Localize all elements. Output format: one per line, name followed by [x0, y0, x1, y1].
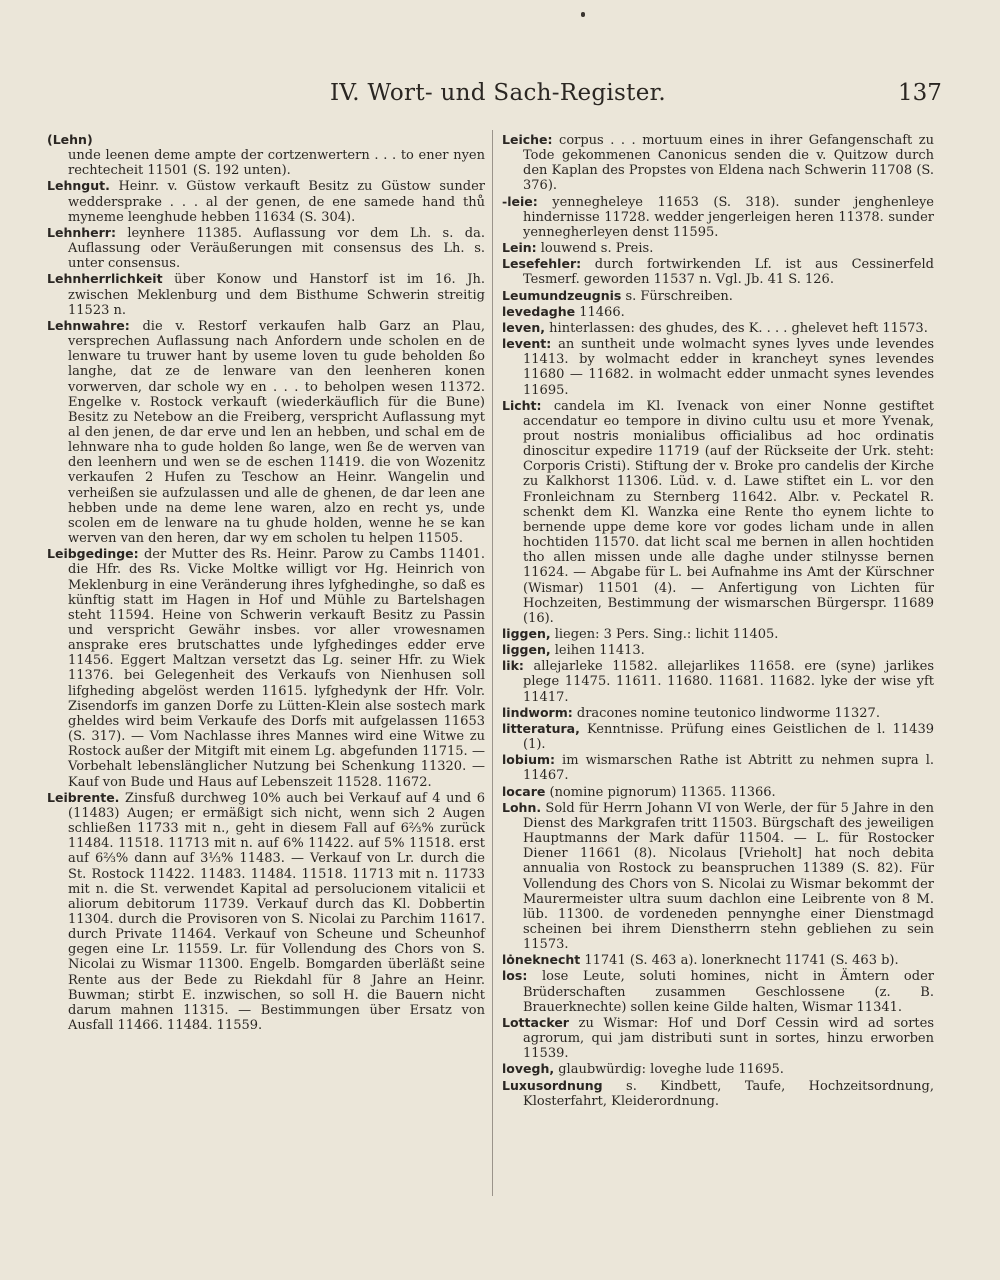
- entry-text: allejarleke 11582. allejarlikes 11658. ere (syne) jarlikes plege 11475. 11611. 11680. 11681. 11682. lyke der wise yft 11417.: [523, 659, 934, 705]
- entry-headword: Luxusordnung: [502, 1077, 603, 1093]
- register-entry: [502, 968, 934, 1014]
- entry-headword: los:: [502, 968, 528, 984]
- entry-headword: Lehnherrlichkeit: [47, 271, 163, 287]
- register-entry: [502, 626, 934, 642]
- register-entry: [502, 642, 934, 658]
- entry-text: durch fortwirkenden Lf. ist aus Cessinerfeld Tesmerf. geworden 11537 n. Vgl. Jb. 41 S. 126.: [523, 257, 934, 288]
- entry-headword: Lottacker: [502, 1014, 569, 1030]
- register-entry: [502, 336, 934, 398]
- register-entry: [502, 658, 934, 704]
- entry-headword: levedaghe: [502, 303, 576, 319]
- entry-headword: -leie:: [502, 193, 538, 209]
- entry-text: yennegheleye 11653 (S. 318). sunder jenghenleye hindernisse 11728. wedder jengerleigen heren 11378. sunder yennegherleyen denst 11595.: [523, 194, 934, 240]
- entry-headword: Lehnwahre:: [47, 317, 130, 333]
- entry-headword: leven,: [502, 319, 546, 335]
- entry-text: candela im Kl. Ivenack von einer Nonne gestiftet accendatur eo tempore in divino cultu usu et more Yvenak, prout nostris monialibus officialibus ad hoc ordinatis dinoscitur expedire 11719 (auf der Rückseite der Urk. steht: Corporis Cristi). Stiftung der v. Broke pro candelis der Kirche zu Kalkhorst 11306. Lüd. v. d. Lawe stiftet ein L. vor den Fronleichnam zu Sternberg 11642. Albr. v. Peckatel R. schenkt dem Kl. Wanzka eine Rente tho eynem lichte to bernende uppe deme kore vor godes licham unde in allen hochtiden 11570. dat licht scal me bernen in allen hochtiden tho allen missen unde alle daghe under stilnysse bernen 11624. — Abgabe für L. bei Aufnahme ins Amt der Kürschner (Wismar) 11501 (4). — Anfertigung von Lichten für Hochzeiten, Bestimmung der wismarschen Bürgerspr. 11689 (16).: [523, 398, 934, 626]
- entry-text: Sold für Herrn Johann VI von Werle, der für 5 Jahre in den Dienst des Markgrafen tritt 11503. Bürgschaft des jeweiligen Hauptmanns der Mark dafür 11504. — L. für Rostocker Diener 11661 (8). Nicolaus [Vrieholt] hat noch debita annualia von Rostock zu beanspruchen 11389 (S. 82). Für Vollendung des Chors von S. Nicolai zu Wismar bekommt der Maurermeister ultra suum dachlon eine Leibrente von 8 M. lüb. 11300. de vordeneden pennynghe einer Dienstmagd scheinen bei ihrem Dienstherrn stehn gebliehen zu sein 11573.: [523, 800, 934, 953]
- entry-headword: Leibrente.: [47, 789, 120, 805]
- entry-text: glaubwürdig: loveghe lude 11695.: [554, 1062, 784, 1078]
- entry-headword: lovegh,: [502, 1061, 555, 1077]
- register-entry: [502, 800, 934, 953]
- register-entry: [502, 320, 934, 336]
- register-entry: [47, 546, 485, 790]
- register-entry: [502, 240, 934, 256]
- register-entry: [502, 1078, 934, 1109]
- entry-text: 11741 (S. 463 a). lonerknecht 11741 (S. 463 b).: [580, 953, 899, 969]
- register-entry: [47, 132, 485, 178]
- register-entry: [502, 952, 934, 968]
- entry-text: liegen: 3 Pers. Sing.: lichit 11405.: [550, 627, 779, 642]
- entry-headword: lobium:: [502, 752, 556, 768]
- entry-text: zu Wismar: Hof und Dorf Cessin wird ad sortes agrorum, qui jam distributi sunt in sortes, hinzu erworben 11539.: [523, 1015, 934, 1062]
- page-number: 137: [898, 80, 942, 106]
- entry-text: Zinsfuß durchweg 10% auch bei Verkauf auf 4 und 6 (11483) Augen; er ermäßigt sich nicht, wenn sich 2 Augen schließen 11733 mit n., geht in diesem Fall auf 6⅔% zurück 11484. 11518. 11713 mit n. auf 6% 11422. auf 5% 11518. erst auf 6⅔% dann auf 3⅓% 11483. — Verkauf von Lr. durch die St. Rostock 11422. 11483. 11484. 11518. 11713 mit n. 11733 mit n. die St. verwendet Kapital ad persolucionem vitalicii et aliorum debitorum 11739. Verkauf durch das Kl. Dobbertin 11304. durch die Provisoren von S. Nicolai zu Parchim 11617. durch Private 11464. Verkauf von Scheune und Scheunhof gegen eine Lr. 11559. Lr. für Vollendung des Chors von S. Nicolai zu Wismar 11300. Engelb. Bomgarden überläßt seine Rente aus der Bede zu Riekdahl für 8 Jahre an Heinr. Buwman; stirbt E. inzwischen, so soll H. die Bauern nicht darum mahnen 11315. — Bestimmungen über Ersatz von Ausfall 11466. 11484. 11559.: [68, 790, 485, 1034]
- entry-headword: Licht:: [502, 397, 542, 413]
- entry-text: unde leenen deme ampte der cortzenwertern . . . to ener nyen rechtecheit 11501 (S. 192 unten).: [68, 148, 485, 179]
- entry-text: im wismarschen Rathe ist Abtritt zu nehmen supra l. 11467.: [523, 753, 934, 784]
- entry-text: corpus . . . mortuum eines in ihrer Gefangenschaft zu Tode gekommenen Canonicus senden die v. Quitzow durch den Kaplan des Propstes von Eldena nach Schwerin 11708 (S. 376).: [523, 133, 934, 194]
- entry-headword: Lehngut.: [47, 178, 110, 194]
- entry-text: 11466.: [575, 304, 625, 320]
- entry-text: lose Leute, soluti homines, nicht in Ämtern oder Brüderschaften zusammen Geschlossene (z. B. Brauerknechte) sollen keine Gilde halten, Wismar 11341.: [523, 969, 934, 1015]
- entry-headword: Leiche:: [502, 132, 553, 147]
- entry-headword: Lehnherr:: [47, 224, 116, 240]
- register-entry: [47, 271, 485, 317]
- entry-headword: locare: [502, 783, 546, 799]
- entry-text: Heinr. v. Güstow verkauft Besitz zu Güstow sunder weddersprake . . . al der genen, de ene samede hand thů myneme leenghude hebben 11634 (S. 304).: [68, 179, 485, 225]
- register-entry: [502, 256, 934, 287]
- ink-dot: [581, 12, 585, 17]
- register-entry: [502, 784, 934, 800]
- entry-text: louwend s. Preis.: [536, 241, 654, 257]
- entry-headword: litteratura,: [502, 720, 580, 736]
- register-entry: [47, 790, 485, 1034]
- right-column: [502, 132, 934, 1109]
- entry-headword: Leumundzeugnis: [502, 287, 622, 303]
- register-entry: [502, 705, 934, 721]
- entry-text: leihen 11413.: [550, 643, 645, 659]
- entry-headword: Lesefehler:: [502, 256, 582, 272]
- register-entry: [47, 225, 485, 271]
- entry-text: (nomine pignorum) 11365. 11366.: [545, 784, 776, 800]
- entry-text: dracones nomine teutonico lindworme 11327.: [572, 705, 880, 721]
- entry-headword: lik:: [502, 658, 524, 674]
- entry-headword: lindworm:: [502, 704, 573, 720]
- register-entry: [502, 752, 934, 783]
- column-divider: [492, 130, 493, 1196]
- register-entry: [502, 1061, 934, 1077]
- left-column: [47, 132, 485, 1033]
- entry-headword: Lohn.: [502, 799, 542, 815]
- entry-headword: liggen,: [502, 642, 551, 658]
- register-entry: [47, 178, 485, 224]
- entry-text: Kenntnisse. Prüfung eines Geistlichen de l. 11439 (1).: [523, 721, 934, 753]
- register-entry: [502, 1015, 934, 1061]
- register-entry: [47, 318, 485, 546]
- entry-headword: (Lehn): [47, 132, 93, 147]
- entry-text: s. Fürschreiben.: [621, 288, 733, 304]
- register-entry: [502, 304, 934, 320]
- entry-headword: Leibgedinge:: [47, 546, 139, 562]
- entry-text: die v. Restorf verkaufen halb Garz an Plau, versprechen Auflassung nach Anfordern unde scholen en de lenware tu truwer hant by useme loven tu gude beholden ßo langhe, dat ze de lenware van den leenheren konen vorwerven, dar schole wy en . . . to beholpen wesen 11372. Engelke v. Rostock verkauft (wiederkäuflich für die Bune) Besitz zu Netebow an die Freiberg, verspricht Auflassung myt al den jenen, de dar erve und len an hebben, und schal em de lehnware nha to gude holden ßo lange, wen ße de werven van den leenhern und wen se de eschen 11419. die von Wozenitz verkaufen 2 Hufen zu Teschow an Heinr. Wangelin und verheißen sie aufzulassen und alle de ghenen, de dar leen ane hebben unde na deme lene waren, alzo en recht ys, unde scolen em de lenware na tu ghude holden, wenne he se kan werven van den heren, dar wy em scholen tu helpen 11505.: [68, 318, 485, 547]
- page-title: IV. Wort- und Sach-Register.: [330, 80, 666, 106]
- entry-text: leynhere 11385. Auflassung vor dem Lh. s. da. Auflassung oder Veräußerungen mit consensus des Lh. s. unter consensus.: [68, 225, 485, 272]
- register-entry: [502, 194, 934, 240]
- entry-headword: Lein:: [502, 240, 537, 256]
- register-entry: [502, 132, 934, 194]
- entry-headword: liggen,: [502, 626, 551, 641]
- register-entry: [502, 398, 934, 626]
- entry-headword: levent:: [502, 336, 552, 352]
- register-entry: [502, 288, 934, 304]
- register-entry: [502, 721, 934, 752]
- entry-text: hinterlassen: des ghudes, des K. . . . ghelevet heft 11573.: [545, 320, 928, 336]
- entry-text: s. Kindbett, Taufe, Hochzeitsordnung, Klosterfahrt, Kleiderordnung.: [523, 1078, 934, 1109]
- entry-text: der Mutter des Rs. Heinr. Parow zu Cambs 11401. die Hfr. des Rs. Vicke Moltke willigt vor Hg. Heinrich von Meklenburg in eine Veränderung ihres lyfghedinghe, so daß es künftig statt im Hagen in Hof und Mühle zu Bartelshagen steht 11594. Heine von Schwerin verkauft Besitz zu Passin und verspricht Gewähr insbes. vor aller vrowesnamen ansprake eres brutschattes unde lyfghedinges edder erve 11456. Eggert Maltzan versetzt das Lg. seiner Hfr. zu Wiek 11376. bei Gelegenheit des Verkaufs von Nienhusen soll lifgheding abgelöst werden 11615. lyfghedynk der Hfr. Volr. Zisendorfs im ganzen Dorfe zu Lütten-Klein alse sostech mark gheldes wird beim Verkaufe des Dorfs mit aufgelassen 11653 (S. 317). — Vom Nachlasse ihres Mannes wird eine Witwe zu Rostock außer der Mitgift mit einem Lg. abgefunden 11715. — Vorbehalt lebenslänglicher Nutzung bei Schenkung 11320. — Kauf von Bude und Haus auf Lebenszeit 11528. 11672.: [68, 547, 485, 790]
- entry-headword: lȯneknecht: [502, 952, 581, 968]
- entry-text: über Konow und Hanstorf ist im 16. Jh. zwischen Meklenburg und dem Bisthume Schwerin streitig 11523 n.: [68, 272, 485, 318]
- entry-text: an suntheit unde wolmacht synes lyves unde levendes 11413. by wolmacht edder in krancheyt synes levendes 11680 — 11682. in wolmacht edder unmacht synes levendes 11695.: [523, 337, 934, 398]
